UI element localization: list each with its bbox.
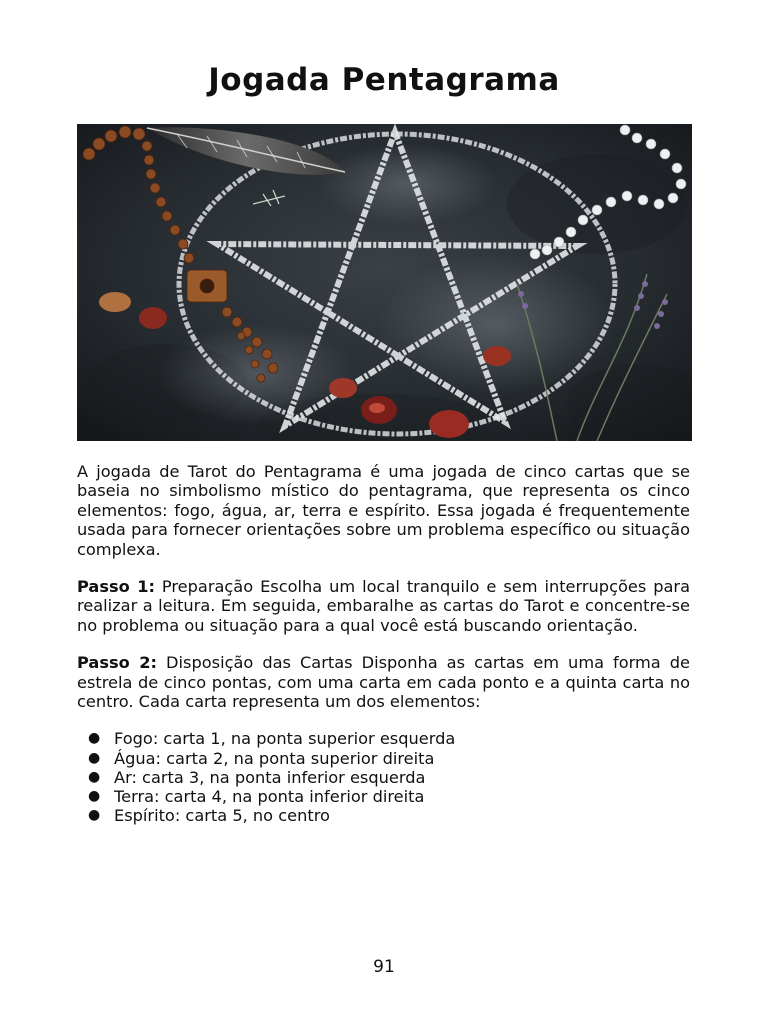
list-item — [88, 806, 690, 825]
element-air: Ar: carta 3, na ponta inferior esquerda — [114, 767, 426, 787]
pentagram-photo — [77, 124, 692, 441]
list-item — [88, 729, 690, 748]
step-2-paragraph — [77, 653, 690, 711]
list-item — [88, 749, 690, 768]
step-2-label: Passo 2: — [77, 653, 158, 673]
page-content — [77, 462, 690, 825]
bullet-icon: ● — [88, 768, 101, 785]
bullet-icon: ● — [88, 807, 101, 824]
element-spirit: Espírito: carta 5, no centro — [114, 806, 330, 826]
step-1-paragraph — [77, 577, 690, 635]
element-earth: Terra: carta 4, na ponta inferior direita — [114, 787, 425, 807]
elements-list — [77, 729, 690, 825]
step-1-label: Passo 1: — [77, 577, 155, 597]
element-water: Água: carta 2, na ponta superior direita — [114, 748, 435, 768]
bullet-icon: ● — [88, 749, 101, 766]
step-1-text: Preparação Escolha um local tranquilo e sem interrupções para realizar a leitura. Em seguida, embaralhe as cartas do Tarot e concentre-se no problema ou situação para a qual você está buscando orientação. — [77, 577, 690, 635]
page-title: Jogada Pentagrama — [208, 62, 560, 98]
list-item — [88, 787, 690, 806]
pentagram-illustration — [77, 124, 692, 441]
list-item — [88, 768, 690, 787]
step-2-text: Disposição das Cartas Disponha as cartas em uma forma de estrela de cinco pontas, com uma carta em cada ponto e a quinta carta no centro. Cada carta representa um dos elementos: — [77, 653, 690, 712]
element-fire: Fogo: carta 1, na ponta superior esquerda — [114, 729, 456, 749]
bullet-icon: ● — [88, 788, 101, 805]
bullet-icon: ● — [88, 730, 101, 747]
intro-paragraph: A jogada de Tarot do Pentagrama é uma jogada de cinco cartas que se baseia no simbolismo místico do pentagrama, que representa os cinco elementos: fogo, água, ar, terra e espírito. Essa jogada é frequentemente usada para fornecer orientações sobre um problema específico ou situação complexa. — [77, 462, 690, 559]
page-number: 91 — [373, 957, 395, 977]
